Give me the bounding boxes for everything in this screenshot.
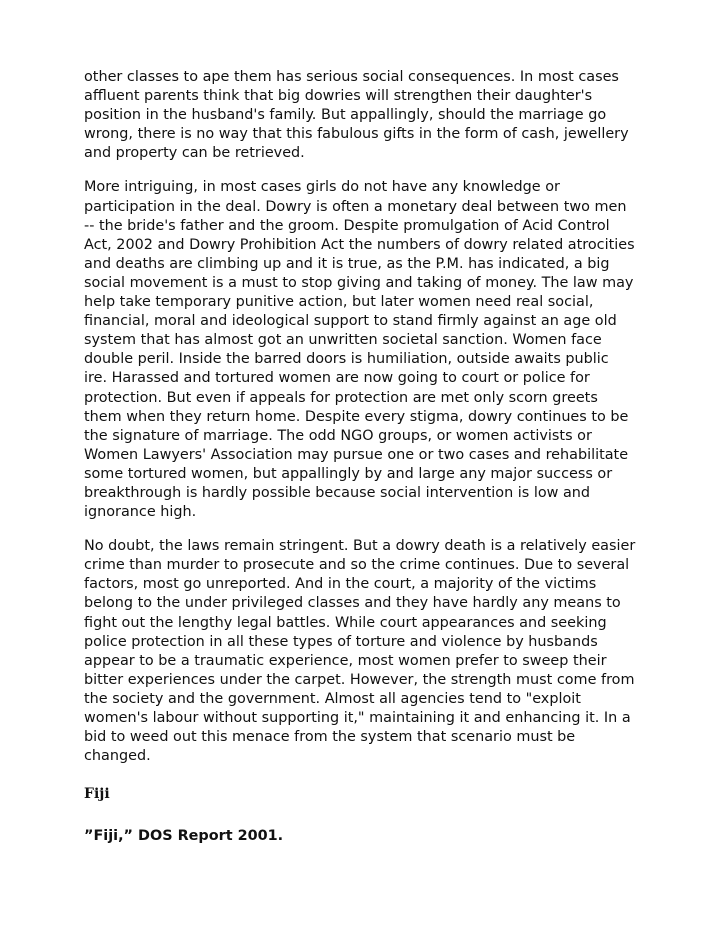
text-line: some tortured women, but appallingly by and large any major success or [84, 465, 613, 482]
text-line: women's labour without supporting it," maintaining it and enhancing it. In a [84, 710, 631, 726]
text-line: ignorance high. [84, 504, 197, 521]
text-line: changed. [84, 748, 151, 765]
text-line: participation in the deal. Dowry is often a monetary deal between two men [84, 198, 627, 215]
text-line: social movement is a must to stop giving and taking of money. The law may [84, 274, 634, 291]
text-line: appear to be a traumatic experience, most women prefer to sweep their [84, 652, 607, 669]
text-line: help take temporary punitive action, but later women need real social, [84, 294, 594, 311]
text-line: police protection in all these types of torture and violence by husbands [84, 633, 598, 650]
text-line: belong to the under privileged classes and they have hardly any means to [84, 595, 621, 612]
paragraph [84, 68, 654, 163]
text-line: crime than murder to prosecute and so the crime continues. Due to several [84, 557, 630, 574]
text-line: No doubt, the laws remain stringent. But a dowry death is a relatively easier [84, 538, 636, 555]
text-line: bitter experiences under the carpet. However, the strength must come from [84, 671, 635, 688]
text-line: position in the husband's family. But appallingly, should the marriage go [84, 107, 607, 124]
text-line: -- the bride's father and the groom. Despite promulgation of Acid Control [84, 217, 610, 234]
text-line: and deaths are climbing up and it is true, as the P.M. has indicated, a big [84, 255, 610, 272]
paragraph [84, 178, 654, 522]
citation: ”Fiji,” DOS Report 2001. [84, 828, 284, 845]
text-line: the signature of marriage. The odd NGO groups, or women activists or [84, 427, 592, 444]
text-line: double peril. Inside the barred doors is humiliation, outside awaits public [84, 351, 609, 368]
text-line: ire. Harassed and tortured women are now going to court or police for [84, 370, 590, 387]
text-line: and property can be retrieved. [84, 145, 305, 162]
text-line: wrong, there is no way that this fabulous gifts in the form of cash, jewellery [84, 126, 629, 143]
text-line: affluent parents think that big dowries will strengthen their daughter's [84, 88, 593, 105]
text-line: bid to weed out this menace from the system that scenario must be [84, 729, 576, 746]
text-line: breakthrough is hardly possible because social intervention is low and [84, 484, 591, 501]
text-line: protection. But even if appeals for protection are met only scorn greets [84, 389, 598, 406]
body-text [84, 68, 654, 766]
text-line: them when they return home. Despite every stigma, dowry continues to be [84, 408, 629, 425]
paragraph [84, 537, 654, 766]
text-line: More intriguing, in most cases girls do not have any knowledge or [84, 179, 560, 196]
text-line: factors, most go unreported. And in the court, a majority of the victims [84, 576, 597, 593]
text-line: Act, 2002 and Dowry Prohibition Act the numbers of dowry related atrocities [84, 236, 635, 253]
text-line: fight out the lengthy legal battles. While court appearances and seeking [84, 614, 607, 631]
section-heading: Fiji [84, 786, 110, 803]
text-line: financial, moral and ideological support to stand firmly against an age old [84, 313, 617, 330]
document-page [84, 68, 654, 846]
text-line: other classes to ape them has serious social consequences. In most cases [84, 69, 619, 85]
text-line: system that has almost got an unwritten societal sanction. Women face [84, 332, 602, 349]
text-line: Women Lawyers' Association may pursue one or two cases and rehabilitate [84, 446, 629, 463]
text-line: the society and the government. Almost all agencies tend to "exploit [84, 690, 581, 707]
